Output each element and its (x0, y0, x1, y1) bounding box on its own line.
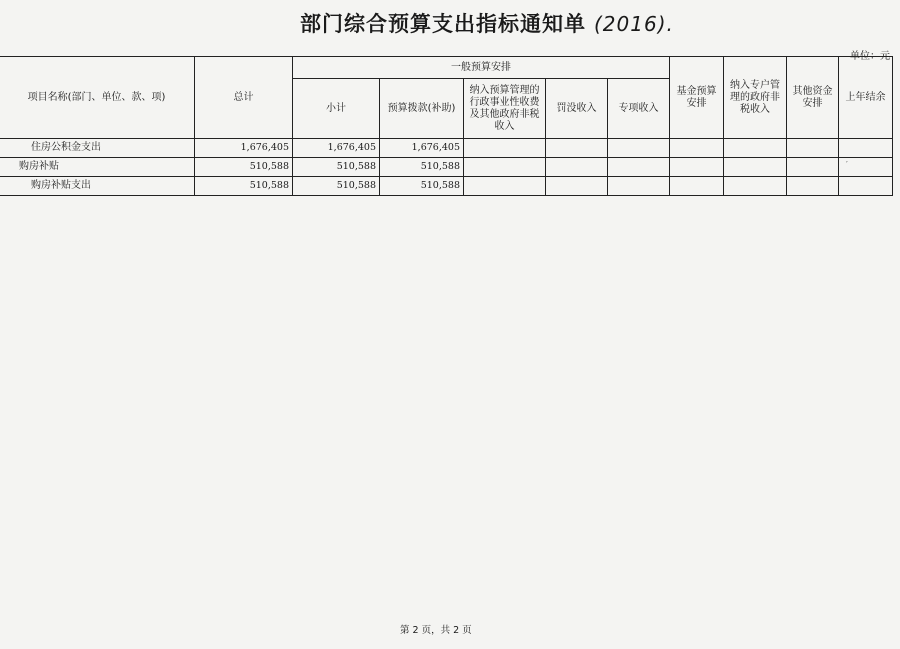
header-special-account: 纳入专户管理的政府非税收入 (724, 57, 787, 139)
row-prior-balance (839, 139, 893, 158)
row-fund-budget (670, 158, 724, 177)
header-fund-budget: 基金预算安排 (670, 57, 724, 139)
row-fines (546, 158, 608, 177)
table-row (0, 177, 893, 196)
table-row (0, 158, 893, 177)
row-special-income (608, 139, 670, 158)
row-special-account (724, 177, 787, 196)
header-total: 总计 (195, 57, 293, 139)
row-subtotal: 510,588 (293, 158, 380, 177)
row-admin-fees (464, 158, 546, 177)
row-total: 1,676,405 (195, 139, 293, 158)
row-fines (546, 139, 608, 158)
document-title (300, 8, 674, 38)
row-other-funds (787, 139, 839, 158)
row-name: 购房补贴支出 (0, 177, 195, 196)
header-fines: 罚没收入 (546, 79, 608, 139)
row-prior-balance (839, 177, 893, 196)
page-footer: 第 2 页，共 2 页 (400, 625, 472, 636)
row-total: 510,588 (195, 158, 293, 177)
row-special-income (608, 158, 670, 177)
table-row (0, 139, 893, 158)
title-text: 部门综合预算支出指标通知单 (300, 11, 586, 36)
header-admin-fees: 纳入预算管理的行政事业性收费及其他政府非税收入 (464, 79, 546, 139)
row-fund-budget (670, 139, 724, 158)
row-appropriation: 1,676,405 (380, 139, 464, 158)
header-appropriation: 预算拨款(补助) (380, 79, 464, 139)
row-fines (546, 177, 608, 196)
row-special-account (724, 158, 787, 177)
row-appropriation: 510,588 (380, 177, 464, 196)
header-general-budget: 一般预算安排 (293, 57, 670, 79)
row-subtotal: 510,588 (293, 177, 380, 196)
row-admin-fees (464, 177, 546, 196)
pen-mark: ′ (846, 160, 848, 169)
row-name: 住房公积金支出 (0, 139, 195, 158)
budget-table (0, 56, 893, 196)
header-prior-balance: 上年结余 (839, 57, 893, 139)
header-subtotal: 小计 (293, 79, 380, 139)
header-item-name: 项目名称(部门、单位、款、项) (0, 57, 195, 139)
row-appropriation: 510,588 (380, 158, 464, 177)
row-fund-budget (670, 177, 724, 196)
header-special-income: 专项收入 (608, 79, 670, 139)
row-subtotal: 1,676,405 (293, 139, 380, 158)
title-year-handwritten: (2016). (594, 12, 674, 36)
header-other-funds: 其他资金安排 (787, 57, 839, 139)
unit-label: 单位：元 (850, 51, 890, 62)
row-name: 购房补贴 (0, 158, 195, 177)
row-special-account (724, 139, 787, 158)
row-other-funds (787, 177, 839, 196)
row-admin-fees (464, 139, 546, 158)
row-total: 510,588 (195, 177, 293, 196)
row-other-funds (787, 158, 839, 177)
row-special-income (608, 177, 670, 196)
